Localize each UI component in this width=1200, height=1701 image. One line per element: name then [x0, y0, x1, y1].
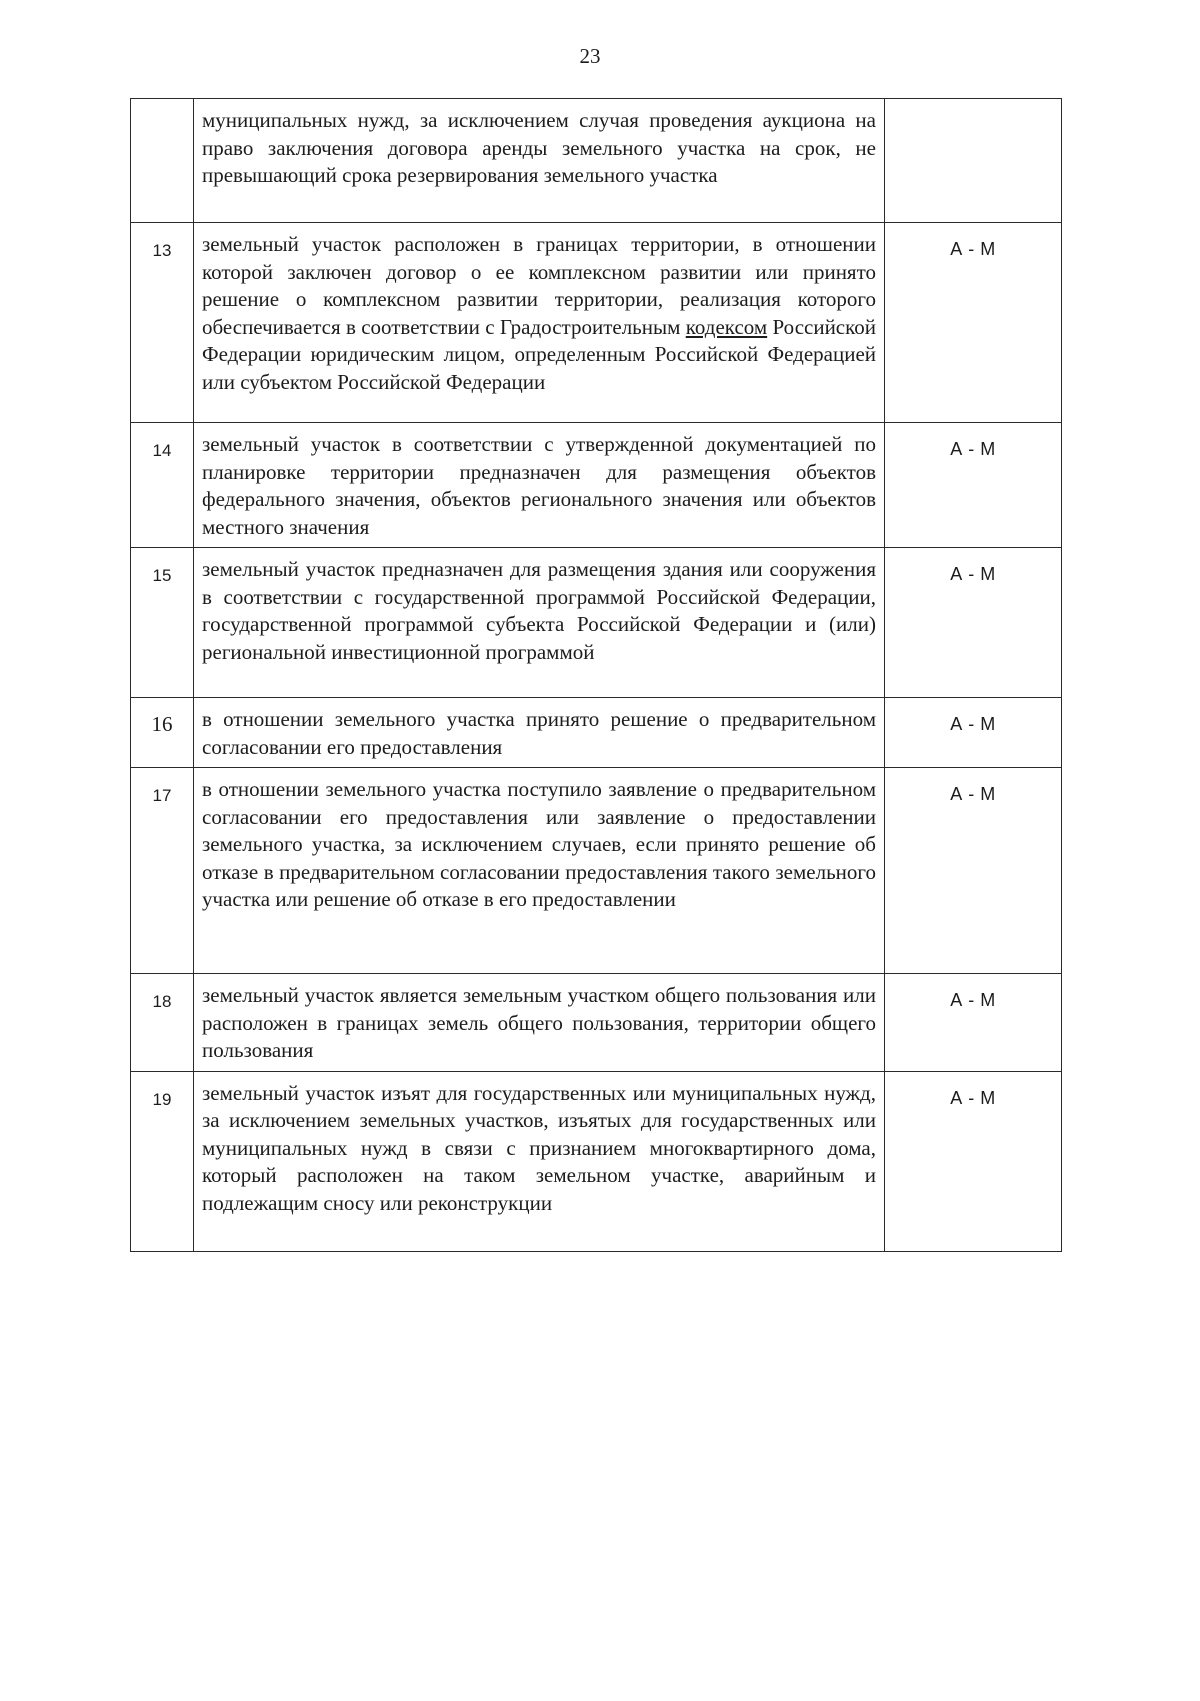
row-text-part: Российской Федерации юридическим лицом, определенным Российской Федерацией или субъектом Российской Федерации — [202, 314, 877, 394]
row-text: земельный участок является земельным участком общего пользования или расположен в границах земель общего пользования, территории общего пользования — [194, 974, 885, 1072]
row-text: земельный участок предназначен для размещения здания или сооружения в соответствии с государственной программой Российской Федерации, государственной программой субъекта Российской Федерации и (или) региональной инвестиционной программой — [194, 548, 885, 698]
table-row — [131, 768, 1062, 974]
table-row — [131, 423, 1062, 548]
row-number-cell — [131, 99, 194, 223]
row-number: 19 — [131, 1071, 194, 1251]
row-number: 15 — [131, 548, 194, 698]
row-text: в отношении земельного участка принято решение о предварительном согласовании его предоставления — [194, 698, 885, 768]
row-code: А - М — [885, 1071, 1062, 1251]
grounds-table — [130, 98, 1062, 1252]
table-row — [131, 548, 1062, 698]
table-row — [131, 974, 1062, 1072]
row-code: А - М — [885, 974, 1062, 1072]
row-code: А - М — [885, 698, 1062, 768]
row-text — [194, 223, 885, 423]
table-row — [131, 1071, 1062, 1251]
row-text-part: земельный участок расположен в границах территории, в отношении которой заключен договор о ее комплексном развитии или принято решение о комплексном развитии территории, реализация которого обеспечивается в соответствии с Градостроительным — [202, 232, 876, 339]
row-code-cell — [885, 99, 1062, 223]
table-row — [131, 223, 1062, 423]
codex-reference: кодексом — [685, 314, 768, 339]
row-code: А - М — [885, 768, 1062, 974]
table-row — [131, 99, 1062, 223]
row-number: 17 — [131, 768, 194, 974]
row-code: А - М — [885, 423, 1062, 548]
row-text: земельный участок изъят для государственных или муниципальных нужд, за исключением земельных участков, изъятых для государственных или муниципальных нужд в связи с признанием многоквартирного дома, который расположен на таком земельном участке, аварийным и подлежащим сносу или реконструкции — [194, 1071, 885, 1251]
row-code: А - М — [885, 548, 1062, 698]
row-number: 16 — [131, 698, 194, 768]
row-text: муниципальных нужд, за исключением случая проведения аукциона на право заключения договора аренды земельного участка на срок, не превышающий срока резервирования земельного участка — [194, 99, 885, 223]
page-number: 23 — [579, 44, 601, 68]
table-row — [131, 698, 1062, 768]
row-text: земельный участок в соответствии с утвержденной документацией по планировке территории предназначен для размещения объектов федерального значения, объектов регионального значения или объектов местного значения — [194, 423, 885, 548]
row-number: 14 — [131, 423, 194, 548]
row-number: 13 — [131, 223, 194, 423]
row-text: в отношении земельного участка поступило заявление о предварительном согласовании его предоставления или заявление о предоставлении земельного участка, за исключением случаев, если принято решение об отказе в предварительном согласовании предоставления такого земельного участка или решение об отказе в его предоставлении — [194, 768, 885, 974]
row-number: 18 — [131, 974, 194, 1072]
row-code: А - М — [885, 223, 1062, 423]
